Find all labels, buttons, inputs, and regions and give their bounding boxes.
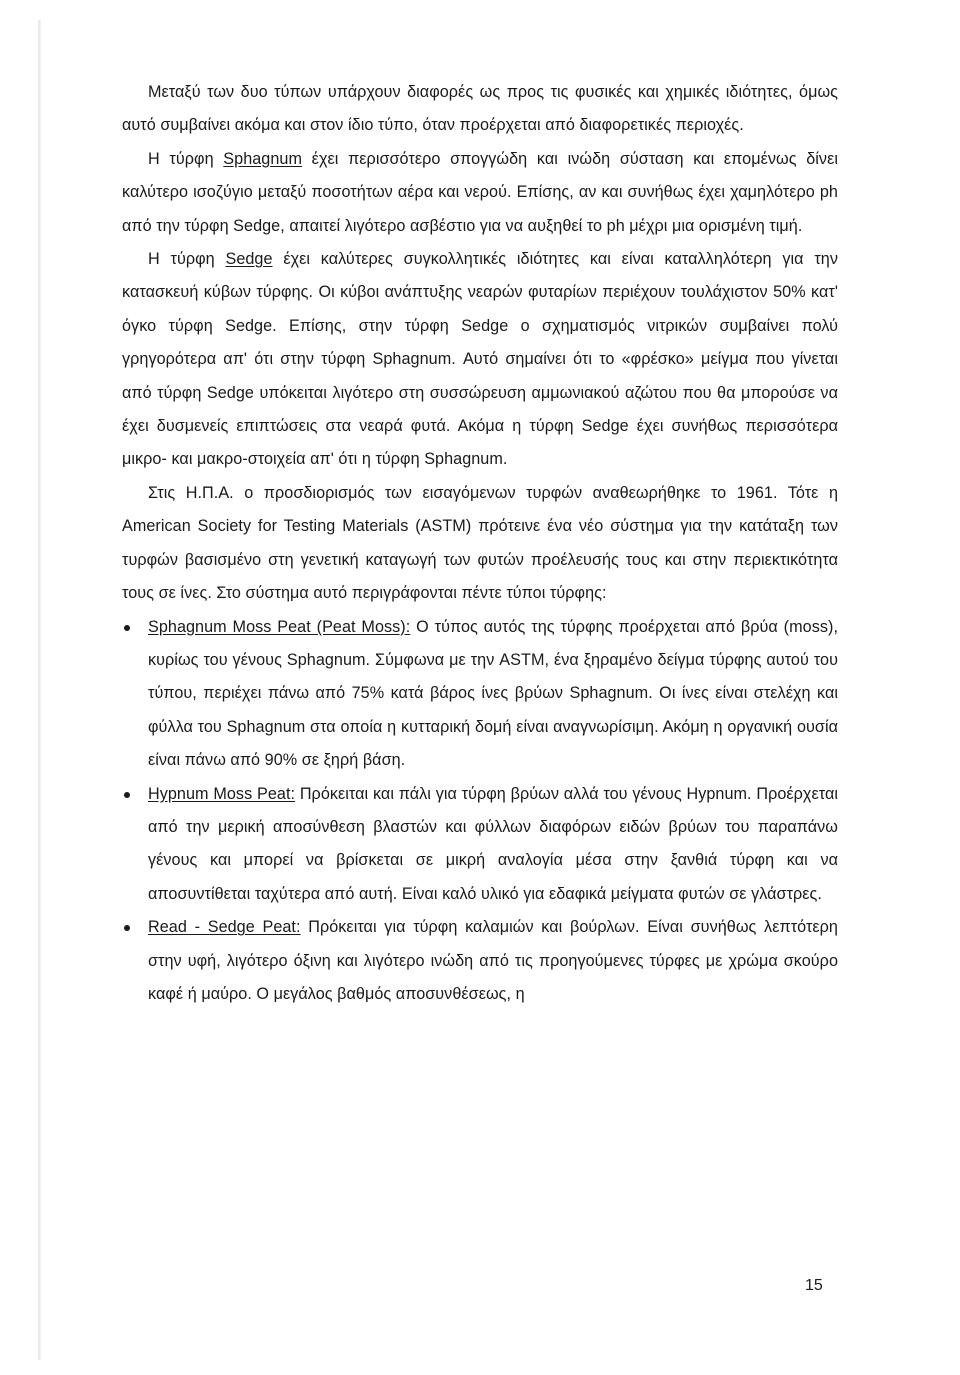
peat-type-term: Hypnum Moss Peat:	[148, 784, 296, 803]
page-body	[122, 76, 838, 1011]
paragraph-3	[122, 243, 838, 477]
peat-type-description: Πρόκειται και πάλι για τύρφη βρύων αλλά του γένους Hypnum. Προέρχεται από την μερική αποσύνθεση βλαστών και φύλλων διαφόρων ειδών βρύων του παραπάνω γένους και μπορεί να βρίσκεται σε μικρή αναλογία μέσα στην ξανθιά τύρφη και να αποσυντίθεται ταχύτερα από αυτή. Είναι καλό υλικό για εδαφικά μείγματα φυτών σε γλάστρες.	[148, 784, 839, 903]
paragraph-1: Μεταξύ των δυο τύπων υπάρχουν διαφορές ως προς τις φυσικές και χημικές ιδιότητες, όμως αυτό συμβαίνει ακόμα και στον ίδιο τύπο, όταν προέρχεται από διαφορετικές περιοχές.	[122, 83, 838, 135]
list-item	[122, 911, 838, 1011]
peat-type-term: Read - Sedge Peat:	[148, 918, 301, 937]
paragraph-3-lead: Η τύρφη	[148, 250, 226, 269]
bullet-icon	[124, 792, 130, 798]
peat-types-list	[122, 611, 838, 1012]
term-sphagnum: Sphagnum	[223, 149, 302, 168]
paragraph-2-lead: Η τύρφη	[148, 149, 224, 168]
paragraph-2	[122, 143, 838, 243]
list-item	[122, 611, 838, 778]
bullet-icon	[124, 925, 130, 931]
peat-type-description: Πρόκειται για τύρφη καλαμιών και βούρλων. Είναι συνήθως λεπτότερη στην υφή, λιγότερο όξινη και λιγότερο ινώδη από τις προηγούμενες τύρφες με χρώμα σκούρο καφέ ή μαύρο. Ο μεγάλος βαθμός αποσυνθέσεως, η	[148, 918, 838, 1003]
paragraph-2-text: έχει περισσότερο σπογγώδη και ινώδη σύσταση και επομένως δίνει καλύτερο ισοζύγιο μεταξύ ποσοτήτων αέρα και νερού. Επίσης, αν και συνήθως έχει χαμηλότερο ph από την τύρφη Sedge, απαιτεί λιγότερο ασβέστιο για να αυξηθεί το ph μέχρι μια ορισμένη τιμή.	[122, 149, 838, 235]
term-sedge: Sedge	[225, 250, 273, 269]
peat-type-description: Ο τύπος αυτός της τύρφης προέρχεται από βρύα (moss), κυρίως του γένους Sphagnum. Σύμφωνα με την ASTM, ένα ξηραμένο δείγμα τύρφης αυτού του τύπου, περιέχει πάνω από 75% κατά βάρος ίνες βρύων Sphagnum. Οι ίνες είναι στελέχη και φύλλα του Sphagnum στα οποία η κυτταρική δομή είναι αναγνωρίσιμη. Ακόμη η οργανική ουσία είναι πάνω από 90% σε ξηρή βάση.	[148, 617, 838, 770]
scan-binding-edge	[38, 20, 41, 1360]
paragraph-4: Στις Η.Π.Α. ο προσδιορισμός των εισαγόμενων τυρφών αναθεωρήθηκε το 1961. Τότε η American Society for Testing Materials (ASTM) πρότεινε ένα νέο σύστημα για την κατάταξη των τυρφών βασισμένο στη γενετική καταγωγή των φυτών προέλευσής τους και στην περιεκτικότητα τους σε ίνες. Στο σύστημα αυτό περιγράφονται πέντε τύποι τύρφης:	[122, 483, 838, 603]
peat-type-term: Sphagnum Moss Peat (Peat Moss):	[148, 617, 411, 636]
paragraph-3-text: έχει καλύτερες συγκολλητικές ιδιότητες και είναι καταλληλότερη για την κατασκευή κύβων τύρφης. Οι κύβοι ανάπτυξης νεαρών φυταρίων περιέχουν τουλάχιστον 50% κατ' όγκο τύρφη Sedge. Επίσης, στην τύρφη Sedge ο σχηματισμός νιτρικών συμβαίνει πολύ γρηγορότερα απ' ότι στην τύρφη Sphagnum. Αυτό σημαίνει ότι το «φρέσκο» μείγμα που γίνεται από τύρφη Sedge υπόκειται λιγότερο στη συσσώρευση αμμωνιακού αζώτου που θα μπορούσε να έχει δυσμενείς επιπτώσεις στα νεαρά φυτά. Ακόμα η τύρφη Sedge έχει συνήθως περισσότερα μικρο- και μακρο-στοιχεία απ' ότι η τύρφη Sphagnum.	[122, 250, 838, 469]
page-number: 15	[805, 1277, 823, 1294]
bullet-icon	[124, 625, 130, 631]
list-item	[122, 778, 838, 912]
